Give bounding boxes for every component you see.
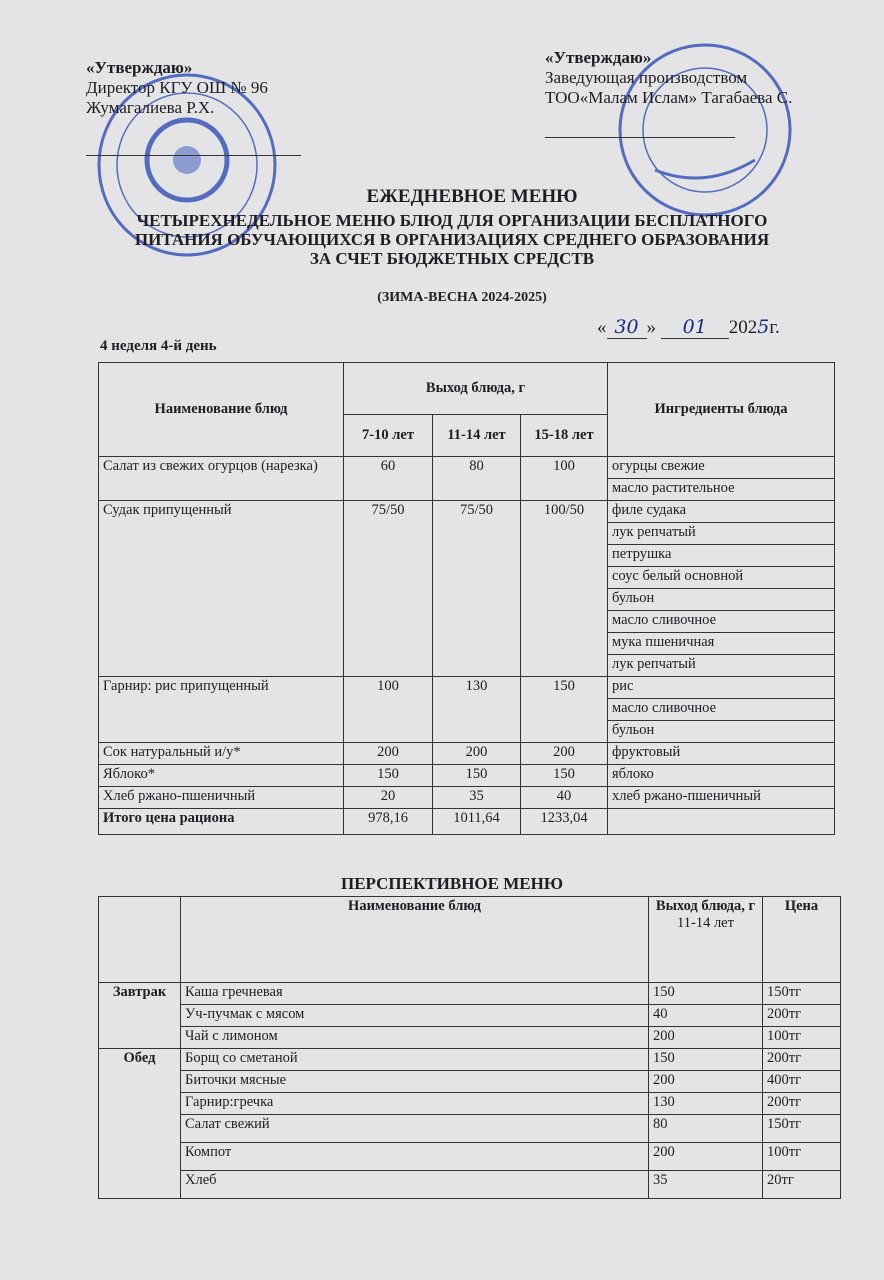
dish-yield: 100/50 [521, 501, 608, 677]
dish-price: 150тг [763, 1115, 841, 1143]
table-row [99, 1115, 841, 1143]
dish-name: Каша гречневая [181, 983, 649, 1005]
header-ingredients: Ингредиенты блюда [608, 363, 835, 457]
ingredient: лук репчатый [608, 655, 835, 677]
table-row [99, 765, 835, 787]
approver-position: Заведующая производством [545, 68, 748, 87]
dish-yield: 150 [433, 765, 521, 787]
approval-label: «Утверждаю» [545, 48, 652, 67]
ingredient: хлеб ржано-пшеничный [608, 787, 835, 809]
date-day: 30 [607, 316, 647, 339]
total-price: 978,16 [344, 809, 433, 835]
ingredient: мука пшеничная [608, 633, 835, 655]
dish-yield: 40 [521, 787, 608, 809]
dish-yield: 130 [433, 677, 521, 743]
total-row [99, 809, 835, 835]
dish-yield: 200 [649, 1143, 763, 1171]
dish-yield: 200 [649, 1071, 763, 1093]
total-label: Итого цена рациона [99, 809, 344, 835]
table-row [99, 677, 835, 699]
dish-price: 200тг [763, 1093, 841, 1115]
approver-name: ТОО«Малам Ислам» Тагабаева С. [545, 88, 793, 107]
total-price: 1011,64 [433, 809, 521, 835]
table-row [99, 1143, 841, 1171]
dish-name: Чай с лимоном [181, 1027, 649, 1049]
dish-name: Биточки мясные [181, 1071, 649, 1093]
signature-line-right [545, 137, 735, 138]
header-meal [99, 897, 181, 983]
ingredient: огурцы свежие [608, 457, 835, 479]
header-yield: Выход блюда, г 11-14 лет [649, 897, 763, 983]
table-row [99, 1071, 841, 1093]
dish-name: Яблоко* [99, 765, 344, 787]
dish-price: 100тг [763, 1143, 841, 1171]
table-row [99, 743, 835, 765]
dish-yield: 80 [649, 1115, 763, 1143]
dish-price: 200тг [763, 1005, 841, 1027]
dish-price: 100тг [763, 1027, 841, 1049]
page-title: ЕЖЕДНЕВНОЕ МЕНЮ [366, 186, 578, 207]
ingredient: лук репчатый [608, 523, 835, 545]
header-age-15-18: 15-18 лет [521, 415, 608, 457]
dish-yield: 20 [344, 787, 433, 809]
header-name: Наименование блюд [181, 897, 649, 983]
table-row [99, 1171, 841, 1199]
dish-yield: 130 [649, 1093, 763, 1115]
dish-name: Хлеб ржано-пшеничный [99, 787, 344, 809]
dish-yield: 150 [521, 765, 608, 787]
dish-price: 20тг [763, 1171, 841, 1199]
approver-position: Директор КГУ ОШ № 96 [86, 78, 268, 97]
dish-yield: 150 [521, 677, 608, 743]
ingredient: рис [608, 677, 835, 699]
dish-yield: 100 [344, 677, 433, 743]
table-row [99, 787, 835, 809]
table-row [99, 1093, 841, 1115]
ingredient: яблоко [608, 765, 835, 787]
dish-yield: 75/50 [433, 501, 521, 677]
dish-yield: 40 [649, 1005, 763, 1027]
date: « 30 » 01 2025г. [597, 316, 780, 338]
ingredient: соус белый основной [608, 567, 835, 589]
daily-menu-table [98, 362, 835, 835]
dish-name: Хлеб [181, 1171, 649, 1199]
ingredient: филе судака [608, 501, 835, 523]
dish-price: 400тг [763, 1071, 841, 1093]
dish-name: Сок натуральный и/у* [99, 743, 344, 765]
dish-price: 150тг [763, 983, 841, 1005]
dish-yield: 150 [649, 1049, 763, 1071]
table-row [99, 1027, 841, 1049]
meal-name: Завтрак [99, 983, 181, 1049]
dish-name: Борщ со сметаной [181, 1049, 649, 1071]
approval-left [86, 58, 268, 118]
header-age-11-14: 11-14 лет [433, 415, 521, 457]
dish-name: Гарнир: рис припущенный [99, 677, 344, 743]
dish-name: Салат из свежих огурцов (нарезка) [99, 457, 344, 501]
table-row [99, 1005, 841, 1027]
dish-yield: 200 [433, 743, 521, 765]
week-day: 4 неделя 4-й день [100, 338, 217, 354]
ingredient: масло сливочное [608, 611, 835, 633]
dish-yield: 200 [344, 743, 433, 765]
dish-name: Салат свежий [181, 1115, 649, 1143]
meal-name: Обед [99, 1049, 181, 1199]
approver-name: Жумагалиева Р.Х. [86, 98, 215, 117]
table-row [99, 501, 835, 523]
dish-name: Судак припущенный [99, 501, 344, 677]
dish-yield: 200 [521, 743, 608, 765]
ingredient: петрушка [608, 545, 835, 567]
perspective-menu-table [98, 896, 841, 1199]
dish-yield: 100 [521, 457, 608, 501]
empty-cell [608, 809, 835, 835]
ingredient: фруктовый [608, 743, 835, 765]
perspective-title: ПЕРСПЕКТИВНОЕ МЕНЮ [340, 874, 563, 893]
header-name: Наименование блюд [99, 363, 344, 457]
season: (ЗИМА-ВЕСНА 2024-2025) [377, 290, 547, 305]
table-row [99, 1049, 841, 1071]
ingredient: масло сливочное [608, 699, 835, 721]
approval-right [545, 48, 792, 108]
dish-yield: 80 [433, 457, 521, 501]
dish-yield: 150 [649, 983, 763, 1005]
page-subtitle: ЧЕТЫРЕХНЕДЕЛЬНОЕ МЕНЮ БЛЮД ДЛЯ ОРГАНИЗАЦИИ БЕСПЛАТНОГО ПИТАНИЯ ОБУЧАЮЩИХСЯ В ОРГАНИЗАЦИЯХ СРЕДНЕГО ОБРАЗОВАНИЯ ЗА СЧЕТ БЮДЖЕТНЫХ СРЕДСТВ [134, 211, 770, 268]
total-price: 1233,04 [521, 809, 608, 835]
ingredient: бульон [608, 589, 835, 611]
ingredient: масло растительное [608, 479, 835, 501]
dish-yield: 35 [649, 1171, 763, 1199]
dish-name: Гарнир:гречка [181, 1093, 649, 1115]
signature-line-left [86, 155, 301, 156]
ingredient: бульон [608, 721, 835, 743]
dish-yield: 75/50 [344, 501, 433, 677]
dish-yield: 60 [344, 457, 433, 501]
table-row [99, 457, 835, 479]
dish-yield: 150 [344, 765, 433, 787]
header-price: Цена [763, 897, 841, 983]
header-yield: Выход блюда, г [344, 363, 608, 415]
approval-label: «Утверждаю» [86, 58, 193, 77]
dish-yield: 35 [433, 787, 521, 809]
dish-name: Компот [181, 1143, 649, 1171]
dish-name: Уч-пучмак с мясом [181, 1005, 649, 1027]
table-row [99, 983, 841, 1005]
header-age-7-10: 7-10 лет [344, 415, 433, 457]
dish-yield: 200 [649, 1027, 763, 1049]
dish-price: 200тг [763, 1049, 841, 1071]
date-month: 01 [661, 316, 729, 339]
